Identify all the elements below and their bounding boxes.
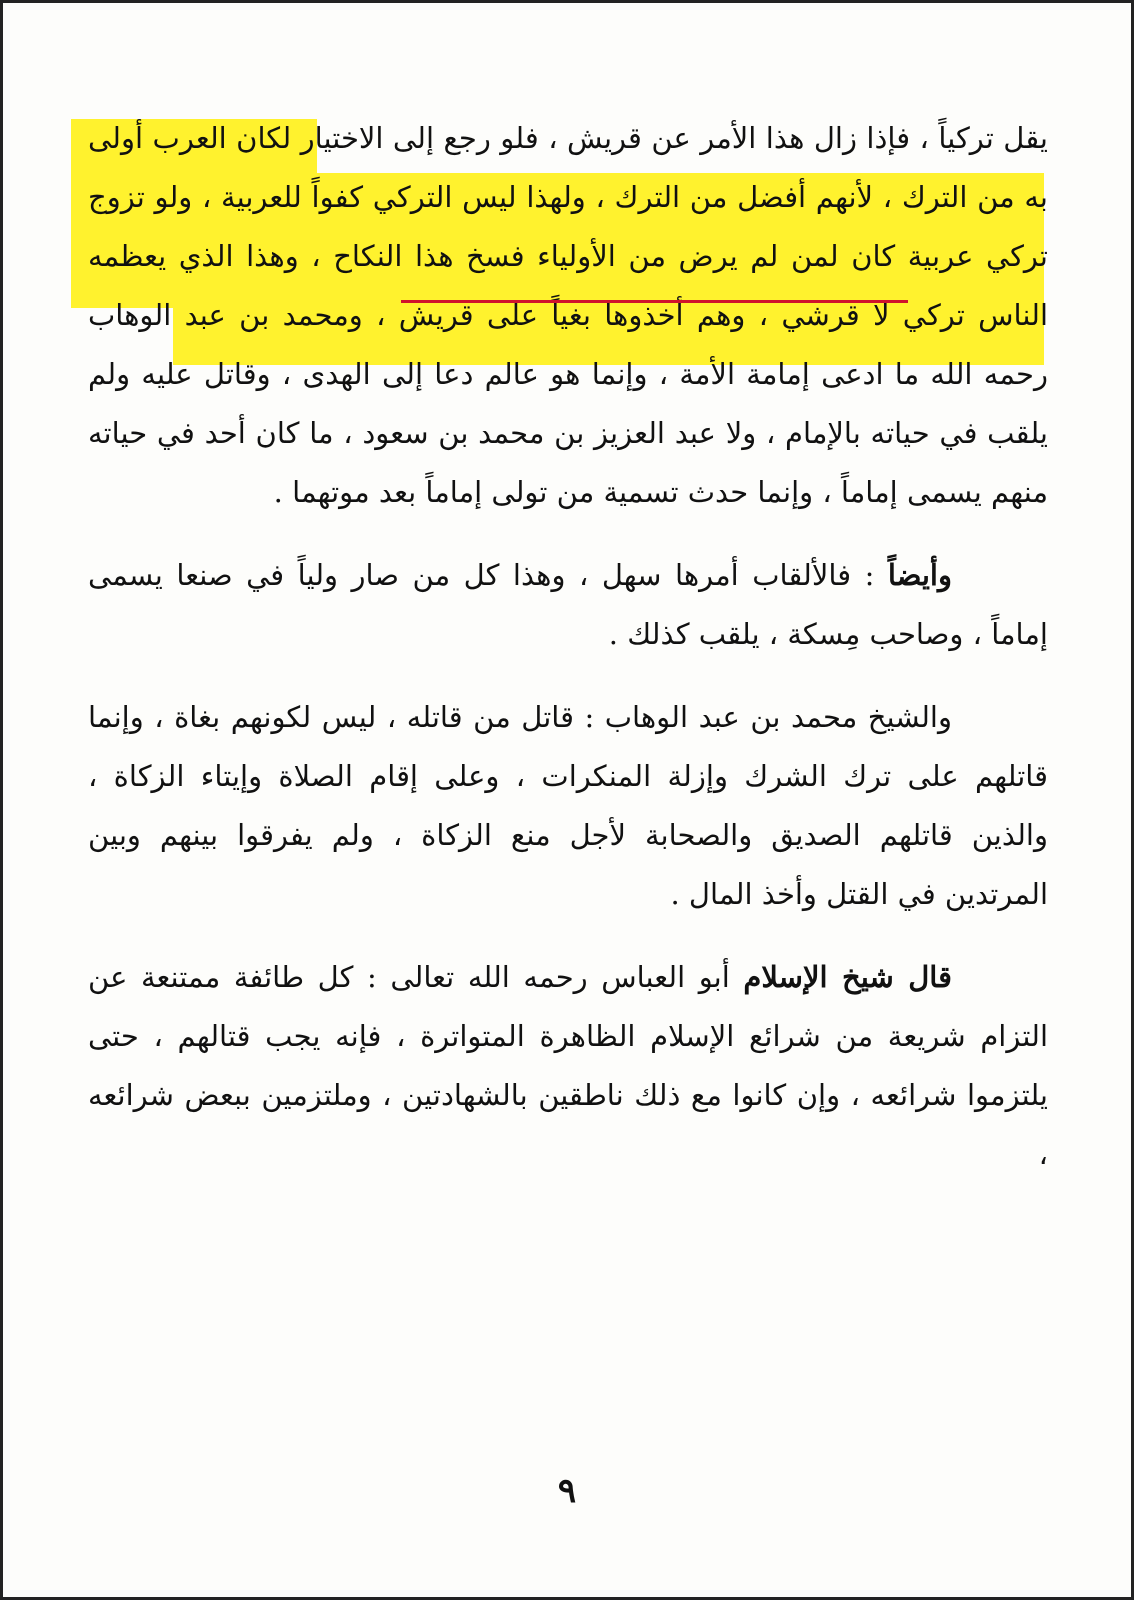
paragraph	[88, 688, 1048, 924]
paragraph-lead: قال شيخ الإسلام	[743, 960, 952, 994]
paragraph	[88, 546, 1048, 664]
paragraph-text: والشيخ محمد بن عبد الوهاب : قاتل من قاتله ، ليس لكونهم بغاة ، وإنما قاتلهم على ترك الشرك وإزلة المنكرات ، وعلى إقام الصلاة وإيتاء الزكاة ، والذين قاتلهم الصديق والصحابة لأجل منع الزكاة ، ولم يفرقوا بينهم وبين المرتدين في القتل وأخذ المال .	[88, 700, 1048, 911]
paragraph-lead: وأيضاً	[887, 558, 952, 592]
page-number: ٩	[557, 1471, 577, 1511]
paragraph-text: أبو العباس رحمه الله تعالى : كل طائفة ممتنعة عن التزام شريعة من شرائع الإسلام الظاهرة المتواترة ، فإنه يجب قتالهم ، حتى يلتزموا شرائعه ، وإن كانوا مع ذلك ناطقين بالشهادتين ، وملتزمين ببعض شرائعه ،	[88, 960, 1048, 1171]
body-text	[88, 109, 1048, 1184]
red-underline	[401, 300, 908, 303]
paragraph	[88, 948, 1048, 1184]
paragraph-text: يقل تركياً ، فإذا زال هذا الأمر عن قريش ، فلو رجع إلى الاختيار لكان العرب أولى به من الترك ، لأنهم أفضل من الترك ، ولهذا ليس التركي كفواً للعربية ، ولو تزوج تركي عربية كان لمن لم يرض من الأولياء فسخ هذا النكاح ، وهذا الذي يعظمه الناس تركي لا قرشي ، وهم أخذوها بغياً على قريش ، ومحمد بن عبد الوهاب رحمه الله ما ادعى إمامة الأمة ، وإنما هو عالم دعا إلى الهدى ، وقاتل عليه ولم يلقب في حياته بالإمام ، ولا عبد العزيز بن محمد بن سعود ، ما كان أحد في حياته منهم يسمى إماماً ، وإنما حدث تسمية من تولى إماماً بعد موتهما .	[88, 121, 1048, 509]
paragraph-text: : فالألقاب أمرها سهل ، وهذا كل من صار ولياً في صنعا يسمى إماماً ، وصاحب مِسكة ، يلقب كذلك .	[88, 558, 1048, 651]
paragraph	[88, 109, 1048, 522]
